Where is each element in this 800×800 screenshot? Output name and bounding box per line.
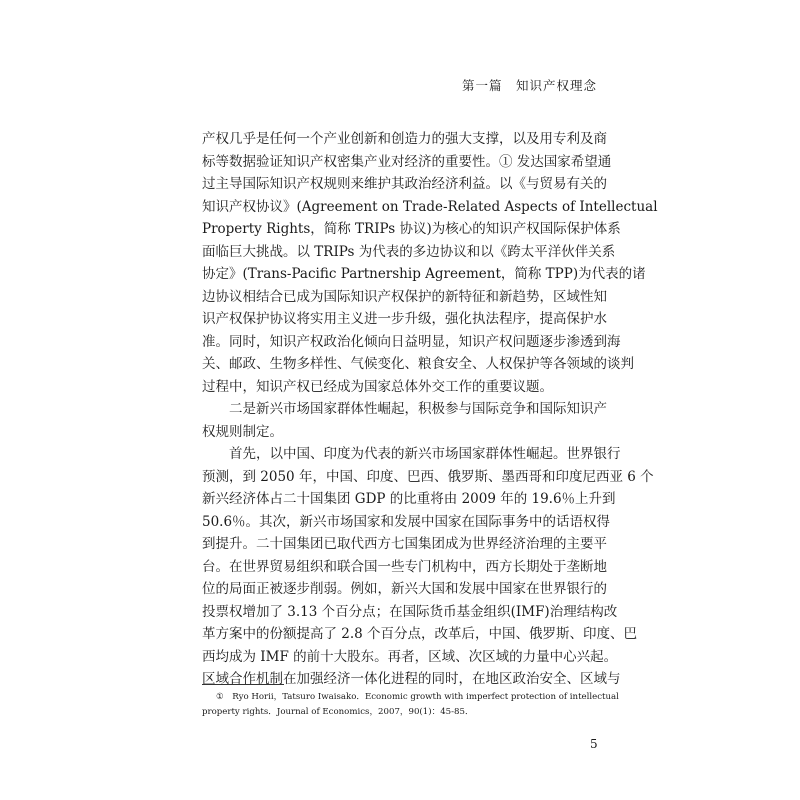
body-line: 知识产权协议》(Agreement on Trade-Related Aspects of Intellectual — [202, 198, 658, 215]
body-line: Property Rights，简称 TRIPs 协议)为核心的知识产权国际保护体系 — [202, 221, 621, 237]
body-line: 过主导国际知识产权规则来维护其政治经济利益。以《与贸易有关的 — [202, 176, 607, 192]
body-text — [202, 128, 658, 691]
running-head: 第一篇 知识产权理念 — [461, 78, 597, 93]
body-line: 投票权增加了 3.13 个百分点；在国际货币基金组织(IMF)治理结构改 — [202, 603, 618, 620]
body-line: 革方案中的份额提高了 2.8 个百分点，改革后，中国、俄罗斯、印度、巴 — [202, 626, 638, 642]
footnote — [202, 690, 619, 720]
body-line: 50.6％。其次，新兴市场国家和发展中国家在国际事务中的话语权得 — [202, 513, 611, 530]
footnote-line: property rights．Journal of Economics，2007，90(1)：45-85． — [202, 707, 474, 717]
body-line: 位的局面正被逐步削弱。例如，新兴大国和发展中国家在世界银行的 — [202, 581, 607, 597]
body-line: 首先，以中国、印度为代表的新兴市场国家群体性崛起。世界银行 — [229, 446, 621, 462]
body-line: 识产权保护协议将实用主义进一步升级，强化执法程序，提高保护水 — [202, 311, 607, 327]
body-line: 台。在世界贸易组织和联合国一些专门机构中，西方长期处于垄断地 — [202, 558, 607, 575]
footnote-line: ① Ryo Horii，Tatsuro Iwaisako．Economic growth with imperfect protection of intellectual — [216, 692, 619, 702]
page-number: 5 — [590, 737, 598, 751]
body-line: 准。同时，知识产权政治化倾向日益明显，知识产权问题逐步渗透到海 — [202, 333, 621, 350]
body-line: 预测，到 2050 年，中国、印度、巴西、俄罗斯、墨西哥和印度尼西亚 6 个 — [202, 468, 654, 485]
body-line: 二是新兴市场国家群体性崛起，积极参与国际竞争和国际知识产 — [229, 401, 607, 417]
body-line: 产权几乎是任何一个产业创新和创造力的强大支撑，以及用专利及商 — [202, 131, 607, 147]
body-line: 协定》(Trans-Pacific Partnership Agreement，简称 TPP)为代表的诸 — [202, 266, 646, 282]
body-line: 区域合作机制在加强经济一体化进程的同时，在地区政治安全、区域与 — [202, 671, 621, 687]
body-line: 权规则制定。 — [202, 423, 283, 440]
body-line: 西均成为 IMF 的前十大股东。再者，区域、次区域的力量中心兴起。 — [202, 648, 618, 665]
body-line: 到提升。二十国集团已取代西方七国集团成为世界经济治理的主要平 — [202, 536, 607, 552]
body-line: 关、邮政、生物多样性、气候变化、粮食安全、人权保护等各领域的谈判 — [202, 356, 634, 372]
body-line: 新兴经济体占二十国集团 GDP 的比重将由 2009 年的 19.6％上升到 — [202, 491, 616, 507]
body-line: 面临巨大挑战。以 TRIPs 为代表的多边协议和以《跨太平洋伙伴关系 — [202, 243, 616, 260]
body-line: 边协议相结合已成为国际知识产权保护的新特征和新趋势，区域性知 — [202, 288, 607, 305]
footnote-separator — [202, 684, 284, 685]
body-line: 过程中，知识产权已经成为国家总体外交工作的重要议题。 — [202, 378, 553, 395]
body-line: 标等数据验证知识产权密集产业对经济的重要性。① 发达国家希望通 — [202, 153, 612, 170]
